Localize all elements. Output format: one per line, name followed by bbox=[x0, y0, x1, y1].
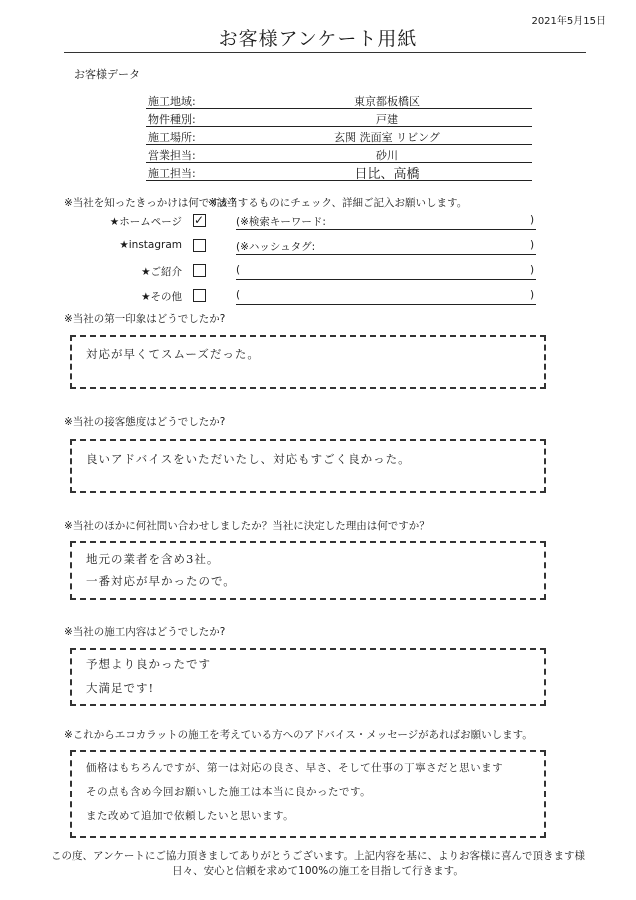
info-row-installer bbox=[146, 164, 532, 181]
checkbox-other[interactable] bbox=[193, 289, 206, 302]
source-label-homepage: ★ホームページ bbox=[109, 216, 182, 228]
info-value: 日比、高橋 bbox=[354, 167, 420, 182]
answer-text: その点も含め今回お願いした施工は本当に良かったです。 bbox=[86, 786, 372, 798]
checkbox-instagram[interactable] bbox=[193, 239, 206, 252]
info-value: 玄関 洗面室 リビング bbox=[334, 131, 440, 144]
detail-input-line[interactable] bbox=[236, 229, 536, 230]
info-label: 施工場所: bbox=[148, 131, 196, 144]
info-row-area bbox=[146, 92, 532, 109]
instruction-text: ※該当するものにチェック、詳細ご記入お願いします。 bbox=[208, 197, 468, 209]
detail-close: ) bbox=[530, 214, 535, 226]
customer-data-label: お客様データ bbox=[74, 68, 140, 81]
detail-input-line[interactable] bbox=[236, 304, 536, 305]
divider bbox=[146, 180, 532, 181]
footer-line: この度、アンケートにご協力頂きましてありがとうございます。上記内容を基に、よりお客様に喜んで頂きます様 bbox=[50, 850, 586, 862]
question-how-found: ※当社を知ったきっかけは何ですか? bbox=[64, 197, 236, 209]
source-label-other: ★その他 bbox=[141, 291, 182, 303]
detail-label-keyword: (※検索キーワード: bbox=[236, 216, 326, 228]
footer-line: 日々、安心と信頼を求めて100%の施工を目指して行きます。 bbox=[172, 865, 464, 877]
page-title: お客様アンケート用紙 bbox=[218, 28, 418, 50]
source-label-referral: ★ご紹介 bbox=[141, 266, 182, 278]
answer-box-other-companies[interactable] bbox=[70, 541, 546, 600]
answer-text: 予想より良かったです bbox=[86, 657, 211, 671]
info-label: 施工地域: bbox=[148, 95, 196, 108]
detail-input-line[interactable] bbox=[236, 279, 536, 280]
info-row-location bbox=[146, 128, 532, 145]
question-first-impression: ※当社の第一印象はどうでしたか? bbox=[64, 313, 226, 325]
detail-input-line[interactable] bbox=[236, 254, 536, 255]
detail-label-hashtag: (※ハッシュタグ: bbox=[236, 241, 316, 253]
info-row-property-type bbox=[146, 110, 532, 127]
info-value: 戸建 bbox=[376, 113, 398, 126]
survey-date: 2021年5月15日 bbox=[531, 16, 606, 27]
question-other-companies: ※当社のほかに何社問い合わせしましたか？当社に決定した理由は何ですか？ bbox=[64, 520, 430, 532]
checkbox-referral[interactable] bbox=[193, 264, 206, 277]
info-value: 砂川 bbox=[376, 149, 398, 162]
divider bbox=[146, 144, 532, 145]
info-label: 施工担当: bbox=[148, 167, 196, 180]
question-work-quality: ※当社の施工内容はどうでしたか? bbox=[64, 626, 226, 638]
detail-close: ) bbox=[530, 264, 535, 276]
title-underline bbox=[64, 52, 586, 53]
divider bbox=[146, 108, 532, 109]
answer-text: また改めて追加で依頼したいと思います。 bbox=[86, 810, 295, 822]
detail-close: ) bbox=[530, 289, 535, 301]
question-advice-message: ※これからエコカラットの施工を考えている方へのアドバイス・メッセージがあればお願いします。 bbox=[64, 729, 533, 741]
detail-open: ( bbox=[236, 264, 241, 276]
detail-close: ) bbox=[530, 239, 535, 251]
answer-box-first-impression[interactable] bbox=[70, 335, 546, 389]
answer-text: 価格はもちろんですが、第一は対応の良さ、早さ、そして仕事の丁寧さだと思います bbox=[86, 762, 504, 774]
answer-text: 大満足です! bbox=[86, 681, 155, 695]
info-value: 東京都板橋区 bbox=[354, 95, 420, 108]
answer-text: 良いアドバイスをいただいたし、対応もすごく良かった。 bbox=[86, 452, 411, 466]
answer-text: 地元の業者を含め3社。 bbox=[86, 552, 220, 566]
info-label: 営業担当: bbox=[148, 149, 196, 162]
source-label-instagram: ★instagram bbox=[119, 239, 182, 251]
question-service-attitude: ※当社の接客態度はどうでしたか? bbox=[64, 416, 226, 428]
info-label: 物件種別: bbox=[148, 113, 196, 126]
check-mark-icon: ✓ bbox=[194, 213, 205, 227]
info-row-sales-rep bbox=[146, 146, 532, 163]
detail-open: ( bbox=[236, 289, 241, 301]
answer-text: 一番対応が早かったので。 bbox=[86, 574, 236, 588]
answer-text: 対応が早くてスムーズだった。 bbox=[86, 347, 260, 361]
divider bbox=[146, 126, 532, 127]
